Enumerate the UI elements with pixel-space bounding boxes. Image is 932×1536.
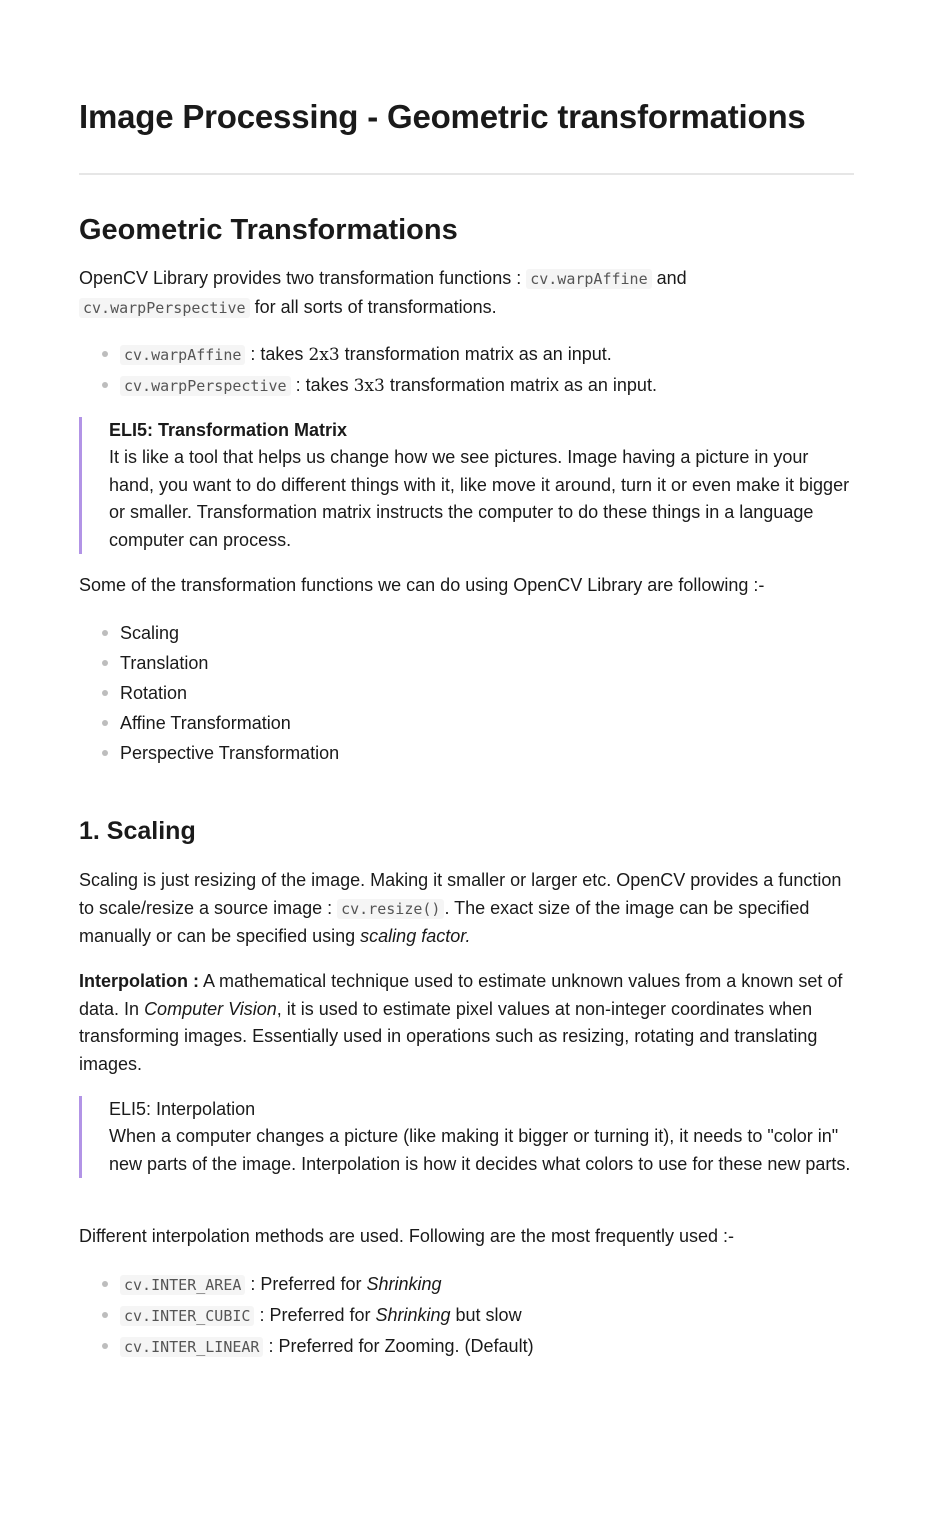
quote-heading	[109, 417, 854, 444]
bullet-icon	[102, 382, 108, 388]
list-item-text: : Preferred for Zooming. (Default)	[263, 1336, 534, 1356]
bullet-icon	[102, 630, 108, 636]
list-item-text: : Preferred for	[245, 1274, 367, 1294]
inline-code: cv.INTER_CUBIC	[120, 1306, 254, 1326]
paragraph-text: A mathematical technique used to estimate unknown values from a known set of data. In	[79, 971, 843, 1019]
list-item-text: Affine Transformation	[120, 713, 291, 733]
bullet-icon	[102, 1312, 108, 1318]
page-title: Image Processing - Geometric transformations	[79, 98, 806, 135]
quote-heading: ELI5: Interpolation	[109, 1099, 256, 1119]
paragraph-text: Scaling is just resizing of the image. Making it smaller or larger etc. OpenCV provides a function to scale/resize a source image :	[79, 870, 842, 918]
quote-body: When a computer changes a picture (like making it bigger or turning it), it needs to "color in" new parts of the image. Interpolation is how it decides what colors to use for these new parts.	[109, 1126, 851, 1174]
bullet-icon	[102, 660, 108, 666]
inline-code-warpperspective: cv.warpPerspective	[79, 298, 250, 318]
paragraph-text: , it is used to estimate pixel values at non-integer coordinates when transforming images. Essentially used in operations such as resizing, rotating and translating images.	[79, 998, 818, 1074]
list-item-text: : takes	[245, 344, 309, 364]
bullet-icon	[102, 1343, 108, 1349]
interpolation-methods-list	[79, 1269, 859, 1362]
methods-intro: Different interpolation methods are used. Following are the most frequently used :-	[79, 1226, 735, 1246]
intro-paragraph	[79, 265, 859, 322]
list-item-text: Perspective Transformation	[120, 743, 340, 763]
list-item	[79, 708, 859, 738]
function-list	[79, 339, 859, 401]
bullet-icon	[102, 750, 108, 756]
section-heading-geometric: Geometric Transformations	[79, 214, 458, 246]
math-expression: 2x3	[308, 345, 340, 365]
interpolation-paragraph	[79, 968, 859, 1078]
list-item	[79, 370, 859, 401]
emphasis-text: scaling factor.	[360, 926, 471, 946]
eli5-interpolation-quote	[79, 1096, 854, 1178]
list-item-text: Scaling	[120, 623, 180, 643]
intro-text: OpenCV Library provides two transformation functions :	[79, 268, 527, 288]
list-item-text: transformation matrix as an input.	[339, 344, 612, 364]
bullet-icon	[102, 351, 108, 357]
paragraph-text: . The exact size of the image can be specified manually or can be specified using	[79, 897, 810, 946]
bullet-icon	[102, 1281, 108, 1287]
intro-text: and	[651, 268, 687, 288]
list-item	[79, 648, 859, 678]
inline-code: cv.warpAffine	[120, 345, 245, 365]
section-heading-scaling: 1. Scaling	[79, 817, 196, 845]
list-item-text: but slow	[450, 1305, 522, 1325]
intro-text: for all sorts of transformations.	[249, 296, 497, 317]
eli5-transformation-matrix-quote	[79, 417, 854, 554]
transformations-intro: Some of the transformation functions we can do using OpenCV Library are following :-	[79, 575, 765, 595]
list-item	[79, 678, 859, 708]
inline-code-warpaffine: cv.warpAffine	[526, 269, 651, 289]
list-item	[79, 738, 859, 768]
list-item	[79, 339, 859, 370]
transformation-list	[79, 618, 859, 768]
inline-code: cv.INTER_LINEAR	[120, 1337, 263, 1357]
inline-code: cv.warpPerspective	[120, 376, 291, 396]
list-item-text: transformation matrix as an input.	[384, 375, 657, 395]
list-item-text: Rotation	[120, 683, 188, 703]
bold-label: Interpolation :	[79, 971, 199, 991]
list-item-text: : Preferred for	[254, 1305, 376, 1325]
title-divider	[79, 173, 854, 175]
list-item	[79, 1331, 859, 1362]
list-item	[79, 618, 859, 648]
emphasis-text: Shrinking	[375, 1305, 451, 1325]
emphasis-text: Shrinking	[366, 1274, 442, 1294]
inline-code: cv.INTER_AREA	[120, 1275, 245, 1295]
math-expression: 3x3	[353, 376, 385, 396]
inline-code-resize: cv.resize()	[337, 899, 444, 919]
list-item-text: Translation	[120, 653, 209, 673]
quote-body: It is like a tool that helps us change how we see pictures. Image having a picture in your hand, you want to do different things with it, like move it around, turn it or even make it bigger or smaller. Transformation matrix instructs the computer to do these things in a language computer can process.	[109, 447, 850, 550]
emphasis-text: Computer Vision	[144, 998, 277, 1019]
bullet-icon	[102, 720, 108, 726]
quote-heading-text: ELI5: Transformation Matrix	[109, 420, 348, 440]
bullet-icon	[102, 690, 108, 696]
scaling-paragraph	[79, 867, 859, 951]
list-item-text: : takes	[290, 375, 354, 395]
list-item	[79, 1269, 859, 1300]
list-item	[79, 1300, 859, 1331]
